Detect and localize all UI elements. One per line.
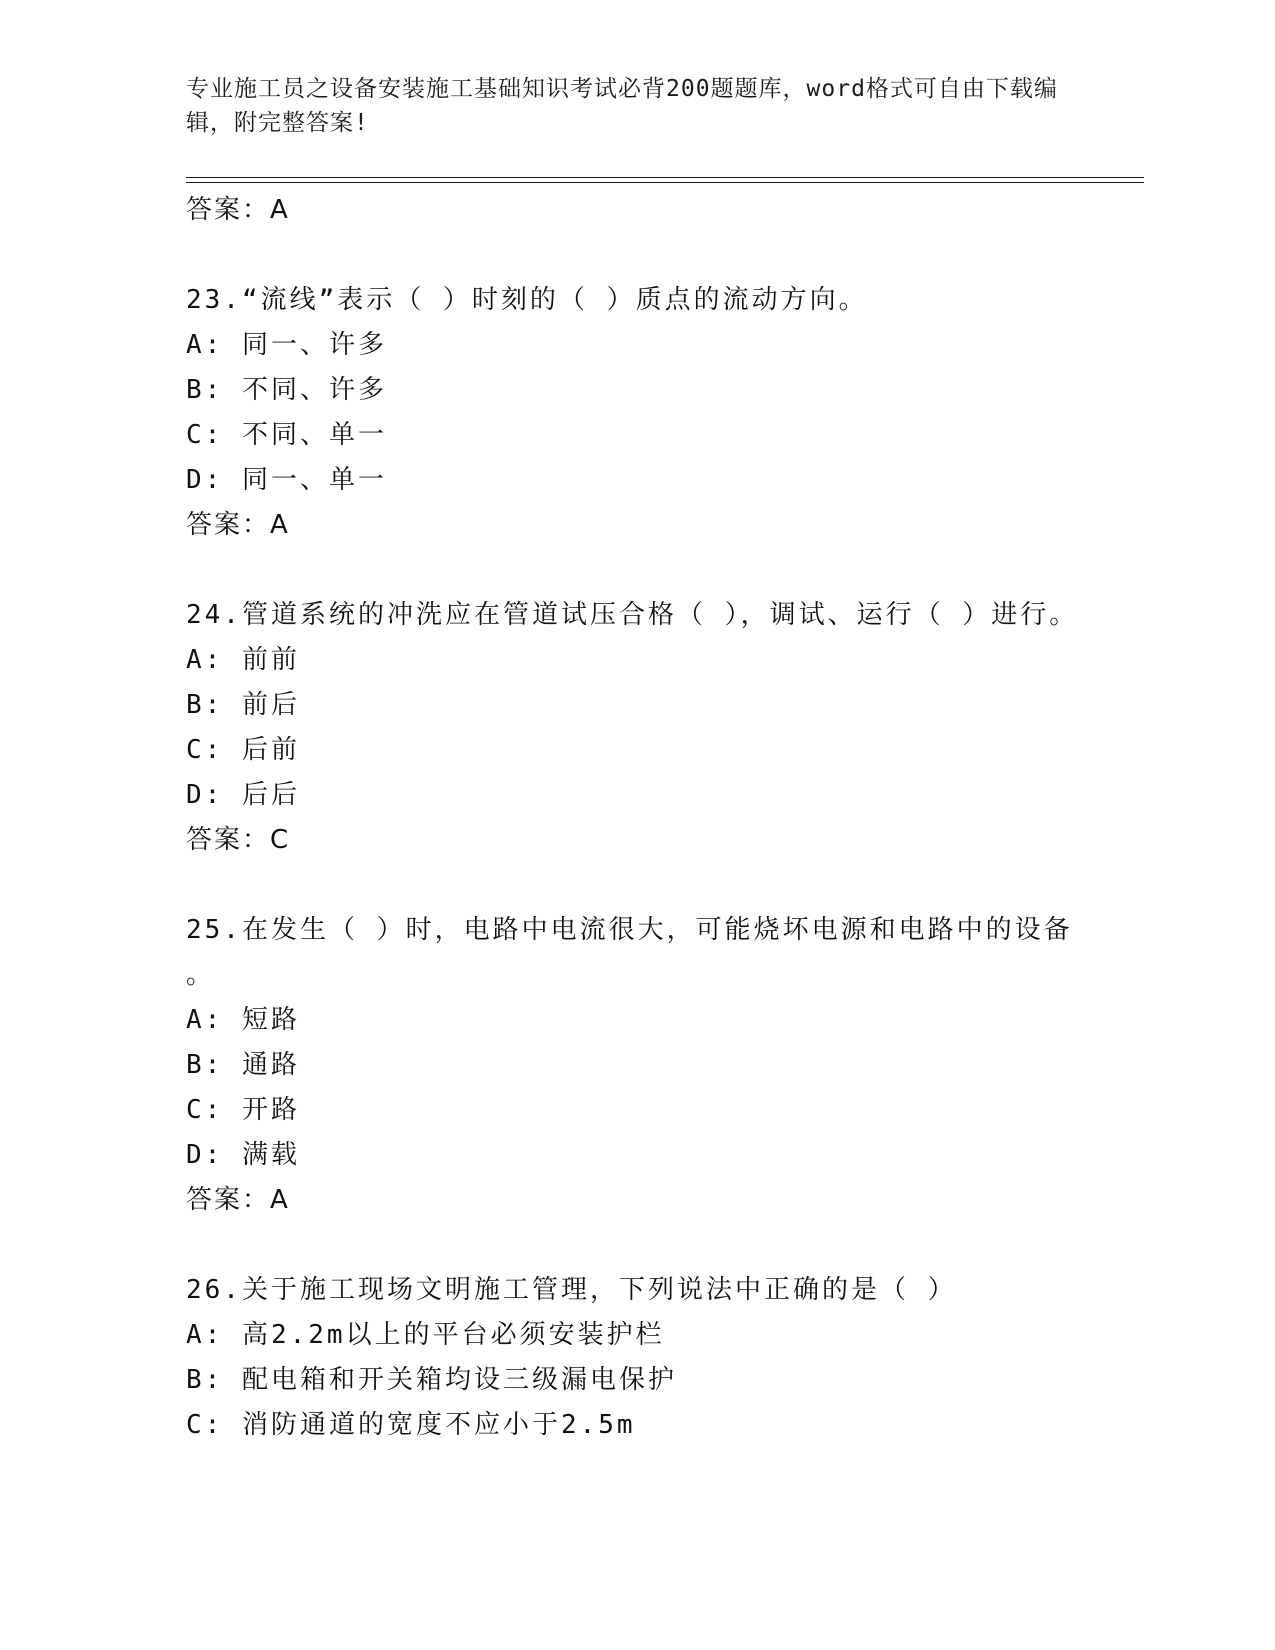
answer-line: 答案：C — [186, 825, 291, 855]
option-b: B: 前后 — [186, 690, 300, 720]
question-stem: 24.管道系统的冲洗应在管道试压合格（ ），调试、运行（ ）进行。 — [186, 600, 1079, 630]
option-c: C: 不同、单一 — [186, 420, 387, 450]
question-list — [186, 188, 1144, 1448]
question-24 — [186, 593, 1144, 863]
question-stem: 25.在发生（ ）时，电路中电流很大，可能烧坏电源和电路中的设备 — [186, 915, 1073, 945]
option-c: C: 开路 — [186, 1095, 300, 1125]
option-a: A: 前前 — [186, 645, 300, 675]
question-stem-tail: 。 — [186, 960, 213, 990]
spacer — [186, 233, 1144, 278]
option-b: B: 配电箱和开关箱均设三级漏电保护 — [186, 1365, 677, 1395]
page-header-title: 专业施工员之设备安装施工基础知识考试必背200题题库，word格式可自由下载编辑，附完整答案! — [186, 76, 1058, 136]
spacer — [186, 1223, 1144, 1268]
header-divider-top — [186, 177, 1144, 178]
option-c: C: 消防通道的宽度不应小于2.5m — [186, 1410, 636, 1440]
answer-line: 答案：A — [186, 510, 290, 540]
question-stem: 26.关于施工现场文明施工管理，下列说法中正确的是（ ） — [186, 1275, 957, 1305]
question-26 — [186, 1268, 1144, 1448]
question-stem: 23.“流线”表示（ ）时刻的（ ）质点的流动方向。 — [186, 285, 868, 315]
spacer — [186, 863, 1144, 908]
header-divider-bottom — [186, 182, 1144, 183]
option-b: B: 通路 — [186, 1050, 300, 1080]
option-a: A: 短路 — [186, 1005, 300, 1035]
option-d: D: 同一、单一 — [186, 465, 387, 495]
option-b: B: 不同、许多 — [186, 375, 387, 405]
question-25 — [186, 908, 1144, 1223]
answer-line: 答案：A — [186, 1185, 290, 1215]
option-c: C: 后前 — [186, 735, 300, 765]
option-d: D: 后后 — [186, 780, 300, 810]
option-a: A: 高2.2m以上的平台必须安装护栏 — [186, 1320, 665, 1350]
option-d: D: 满载 — [186, 1140, 300, 1170]
spacer — [186, 548, 1144, 593]
option-a: A: 同一、许多 — [186, 330, 387, 360]
previous-answer: 答案：A — [186, 195, 290, 225]
question-23 — [186, 278, 1144, 548]
